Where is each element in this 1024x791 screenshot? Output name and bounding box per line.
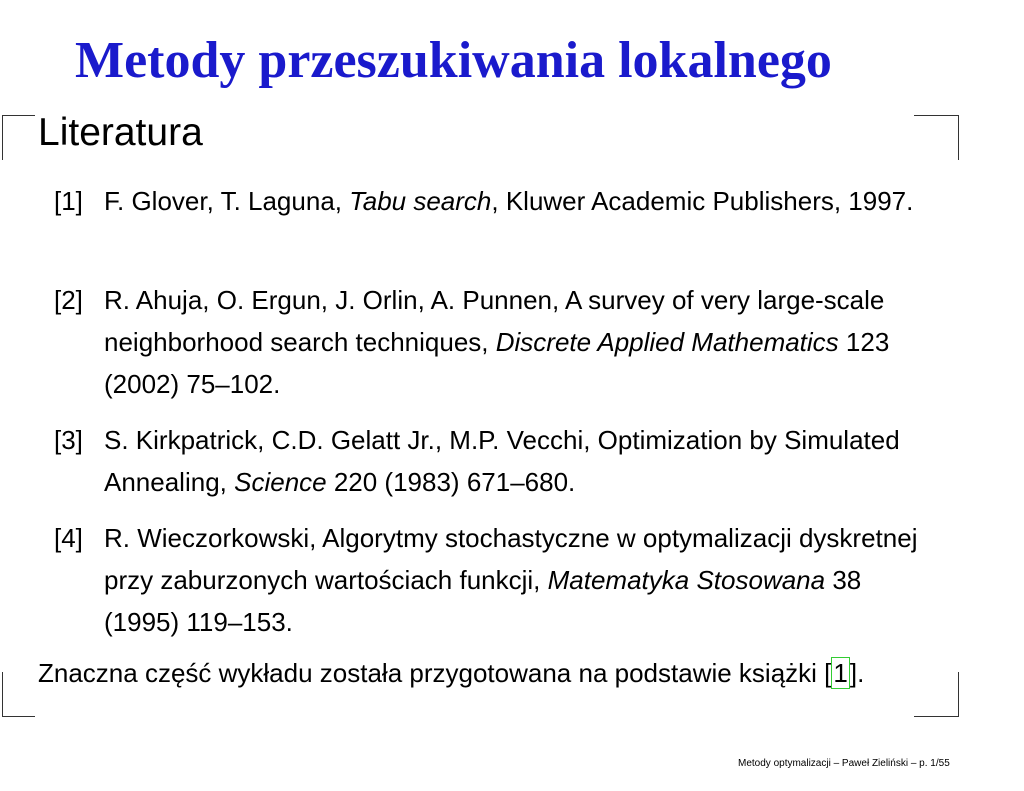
reference-journal: Matematyka Stosowana bbox=[547, 565, 826, 595]
reference-number: [3] bbox=[54, 425, 83, 455]
reference-text bbox=[104, 279, 934, 405]
slide-title: Metody przeszukiwania lokalnego bbox=[75, 32, 832, 89]
reference-item bbox=[54, 180, 934, 222]
frame-corner-bottom-left bbox=[2, 672, 35, 717]
reference-details: , Kluwer Academic Publishers, 1997. bbox=[491, 186, 914, 216]
reference-number: [1] bbox=[54, 186, 83, 216]
reference-authors: R. Wieczorkowski, Algorytmy stochastyczne w optymalizacji dyskretnej przy zaburzonych wartościach funkcji, bbox=[104, 523, 918, 595]
reference-text bbox=[104, 180, 934, 222]
reference-text bbox=[104, 517, 934, 643]
reference-details: 38 (1995) 119–153. bbox=[104, 565, 862, 637]
frame-corner-top-right bbox=[914, 115, 959, 160]
frame-corner-bottom-right bbox=[914, 672, 959, 717]
section-heading: Literatura bbox=[38, 111, 203, 154]
reference-text bbox=[104, 419, 934, 503]
reference-details: 123 (2002) 75–102. bbox=[104, 327, 890, 399]
source-note bbox=[38, 652, 898, 694]
reference-title: Tabu search bbox=[349, 186, 492, 216]
frame-corner-top-left bbox=[2, 115, 35, 160]
reference-item bbox=[54, 419, 934, 503]
reference-journal: Discrete Applied Mathematics bbox=[495, 327, 839, 357]
reference-details: 220 (1983) 671–680. bbox=[326, 467, 576, 497]
citation-link[interactable]: 1 bbox=[833, 658, 848, 688]
slide-footer: Metody optymalizacji – Paweł Zieliński – p. 1/55 bbox=[738, 758, 950, 769]
reference-authors: S. Kirkpatrick, C.D. Gelatt Jr., M.P. Vecchi, Optimization by Simulated Annealing, bbox=[104, 425, 900, 497]
reference-item bbox=[54, 279, 934, 405]
reference-authors: F. Glover, T. Laguna, bbox=[104, 186, 350, 216]
reference-number: [4] bbox=[54, 523, 83, 553]
reference-journal: Science bbox=[234, 467, 327, 497]
reference-item bbox=[54, 517, 934, 643]
source-note-text: Znaczna część wykładu została przygotowana na podstawie książki [ bbox=[38, 658, 832, 688]
reference-number: [2] bbox=[54, 285, 83, 315]
source-note-end: ]. bbox=[849, 658, 865, 688]
reference-authors: R. Ahuja, O. Ergun, J. Orlin, A. Punnen, A survey of very large-scale neighborhood search techniques, bbox=[104, 285, 885, 357]
